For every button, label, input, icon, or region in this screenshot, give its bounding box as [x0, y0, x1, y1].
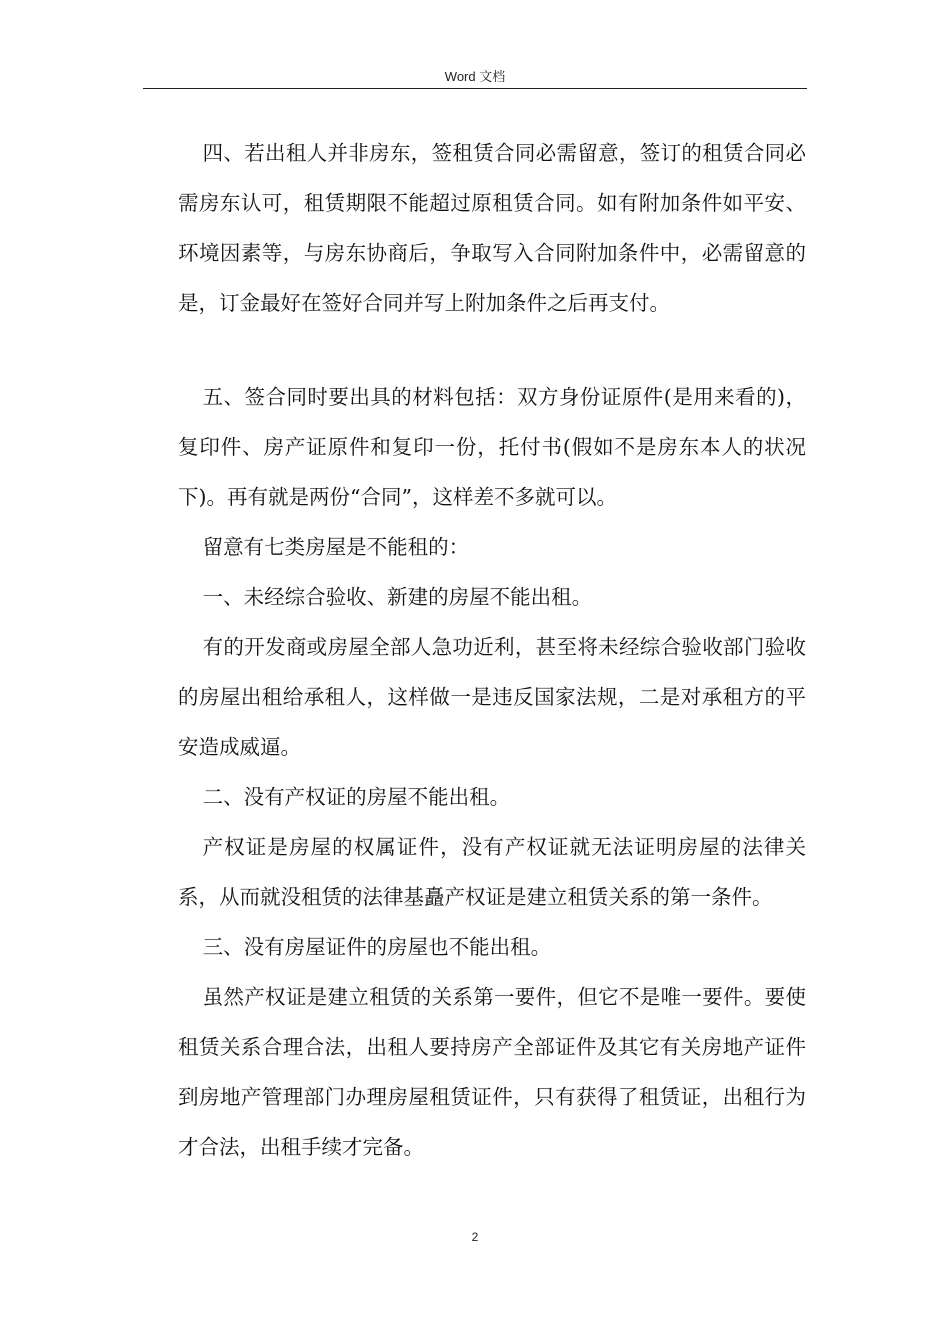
document-header-title: Word 文档: [444, 69, 506, 84]
paragraph-type-one-heading: 一、未经综合验收、新建的房屋不能出租。: [202, 585, 593, 609]
paragraph-clause-four: 四、若出租人并非房东，签租赁合同必需留意，签订的租赁合同必需房东认可，租赁期限不能超过原租赁合同。如有附加条件如平安、环境因素等，与房东协商后，争取写入合同附加条件中，必需留意的是，订金最好在签好合同并写上附加条件之后再支付。: [178, 141, 806, 315]
paragraph-type-three-body: 虽然产权证是建立租赁的关系第一要件，但它不是唯一要件。要使租赁关系合理合法，出租人要持房产全部证件及其它有关房地产证件到房地产管理部门办理房屋租赁证件，只有获得了租赁证，出租行为才合法，出租手续才完备。: [178, 985, 806, 1159]
paragraph-seven-types-intro: 留意有七类房屋是不能租的：: [202, 535, 470, 559]
paragraph-clause-five: 五、签合同时要出具的材料包括：双方身份证原件(是用来看的)，复印件、房产证原件和复印一份，托付书(假如不是房东本人的状况下)。再有就是两份“合同”，这样差不多就可以。: [178, 385, 806, 509]
paragraph-type-three-heading: 三、没有房屋证件的房屋也不能出租。: [202, 935, 552, 959]
paragraph-type-two-body: 产权证是房屋的权属证件，没有产权证就无法证明房屋的法律关系，从而就没租赁的法律基矗产权证是建立租赁关系的第一条件。: [178, 835, 806, 909]
paragraph-type-two-heading: 二、没有产权证的房屋不能出租。: [202, 785, 511, 809]
document-body: [178, 128, 806, 1172]
header-divider: [143, 88, 807, 89]
page-number: 2: [471, 1230, 479, 1244]
paragraph-type-one-body: 有的开发商或房屋全部人急功近利，甚至将未经综合验收部门验收的房屋出租给承租人，这样做一是违反国家法规，二是对承租方的平安造成威逼。: [178, 635, 806, 759]
